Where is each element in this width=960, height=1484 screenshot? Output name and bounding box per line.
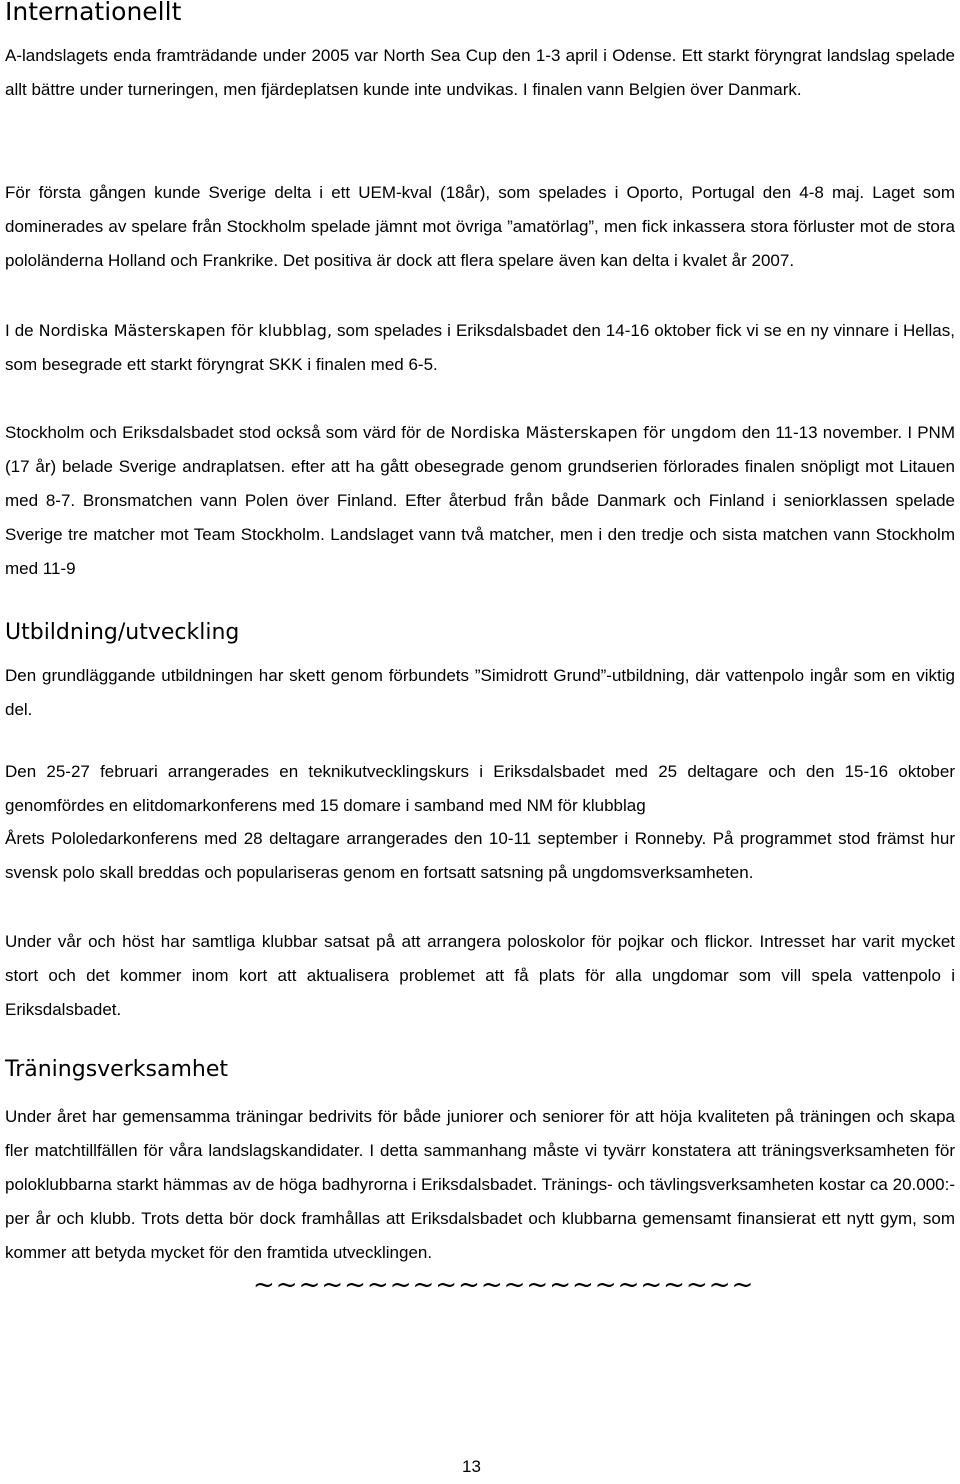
paragraph-simidrott-grund xyxy=(5,659,955,727)
page-number: 13 xyxy=(462,1457,481,1476)
paragraph-uem-kval xyxy=(5,176,955,278)
paragraph-text xyxy=(5,314,955,382)
paragraph-poloskolor xyxy=(5,925,955,1027)
paragraph-nm-klubblag xyxy=(5,314,955,382)
paragraph-traningar xyxy=(5,1100,955,1270)
heading-traningsverksamhet: Träningsverksamhet xyxy=(5,1057,228,1082)
paragraph-text: Den 25-27 februari arrangerades en teknikutvecklingskurs i Eriksdalsbadet med 25 deltagare och den 15-16 oktober genomfördes en elitdomarkonferens med 15 domare i samband med NM för klubblag xyxy=(5,762,955,815)
paragraph-text: A-landslagets enda framträdande under 2005 var North Sea Cup den 1-3 april i Odense. Ett starkt föryngrat landslag spelade allt bättre under turneringen, men fjärdeplatsen kunde inte undvikas. I finalen vann Belgien över Danmark. xyxy=(5,46,955,99)
text-span: Stockholm och Eriksdalsbadet stod också som värd för de xyxy=(5,423,451,442)
text-span: den 11-13 november. I PNM (17 år) belade Sverige andraplatsen. efter att ha gått obesegrade genom grundserien förlorades finalen snöpligt mot Litauen med 8-7. Bronsmatchen vann Polen över Finland. Efter återbud från både Danmark och Finland i seniorklassen spelade Sverige tre matcher mot Team Stockholm. Landslaget vann två matcher, men i den tredje och sista matchen vann Stockholm med 11-9 xyxy=(5,423,955,578)
event-name: Nordiska Mästerskapen för klubblag, xyxy=(38,321,333,340)
paragraph-nm-ungdom xyxy=(5,416,955,586)
paragraph-text: För första gången kunde Sverige delta i ett UEM-kval (18år), som spelades i Oporto, Portugal den 4-8 maj. Laget som dominerades av spelare från Stockholm spelade jämnt mot övriga ”amatörlag”, men fick inkassera stora förluster mot de stora pololänderna Holland och Frankrike. Det positiva är dock att flera spelare även kan delta i kvalet år 2007. xyxy=(5,183,955,270)
text-span: som spelades i Eriksdalsbadet den 14-16 oktober fick vi se en ny vinnare i Hellas, som besegrade ett starkt föryngrat SKK i finalen med 6-5. xyxy=(5,321,955,374)
paragraph-text: Den grundläggande utbildningen har skett genom förbundets ”Simidrott Grund”-utbildning, där vattenpolo ingår som en viktig del. xyxy=(5,666,955,719)
paragraph-teknikkurs xyxy=(5,755,955,823)
paragraph-text: Under vår och höst har samtliga klubbar satsat på att arrangera poloskolor för pojkar och flickor. Intresset har varit mycket stort och det kommer inom kort att aktualisera problemet att få plats för alla ungdomar som vill spela vattenpolo i Eriksdalsbadet. xyxy=(5,932,955,1019)
heading-internationellt: Internationellt xyxy=(5,0,182,26)
heading-utbildning: Utbildning/utveckling xyxy=(5,620,240,645)
paragraph-north-sea-cup xyxy=(5,39,955,107)
paragraph-text xyxy=(5,416,955,586)
text-span: I de xyxy=(5,321,39,340)
paragraph-text: Under året har gemensamma träningar bedrivits för både juniorer och seniorer för att höja kvaliteten på träningen och skapa fler matchtillfällen för våra landslagskandidater. I detta sammanhang måste vi tyvärr konstatera att träningsverksamheten för poloklubbarna starkt hämmas av de höga badhyrorna i Eriksdalsbadet. Tränings- och tävlingsverksamheten kostar ca 20.000:- per år och klubb. Trots detta bör dock framhållas att Eriksdalsbadet och klubbarna gemensamt finansierat ett nytt gym, som kommer att betyda mycket för den framtida utvecklingen. xyxy=(5,1107,955,1262)
paragraph-text: Årets Pololedarkonferens med 28 deltagare arrangerades den 10-11 september i Ronneby. På programmet stod främst hur svensk polo skall breddas och populariseras genom en fortsatt satsning på ungdomsverksamheten. xyxy=(5,829,955,882)
paragraph-pololedarkonferens xyxy=(5,822,955,890)
event-name: Nordiska Mästerskapen för ungdom xyxy=(450,423,737,442)
separator-tildes: ~~~~~~~~~~~~~~~~~~~~~~ xyxy=(253,1270,755,1300)
